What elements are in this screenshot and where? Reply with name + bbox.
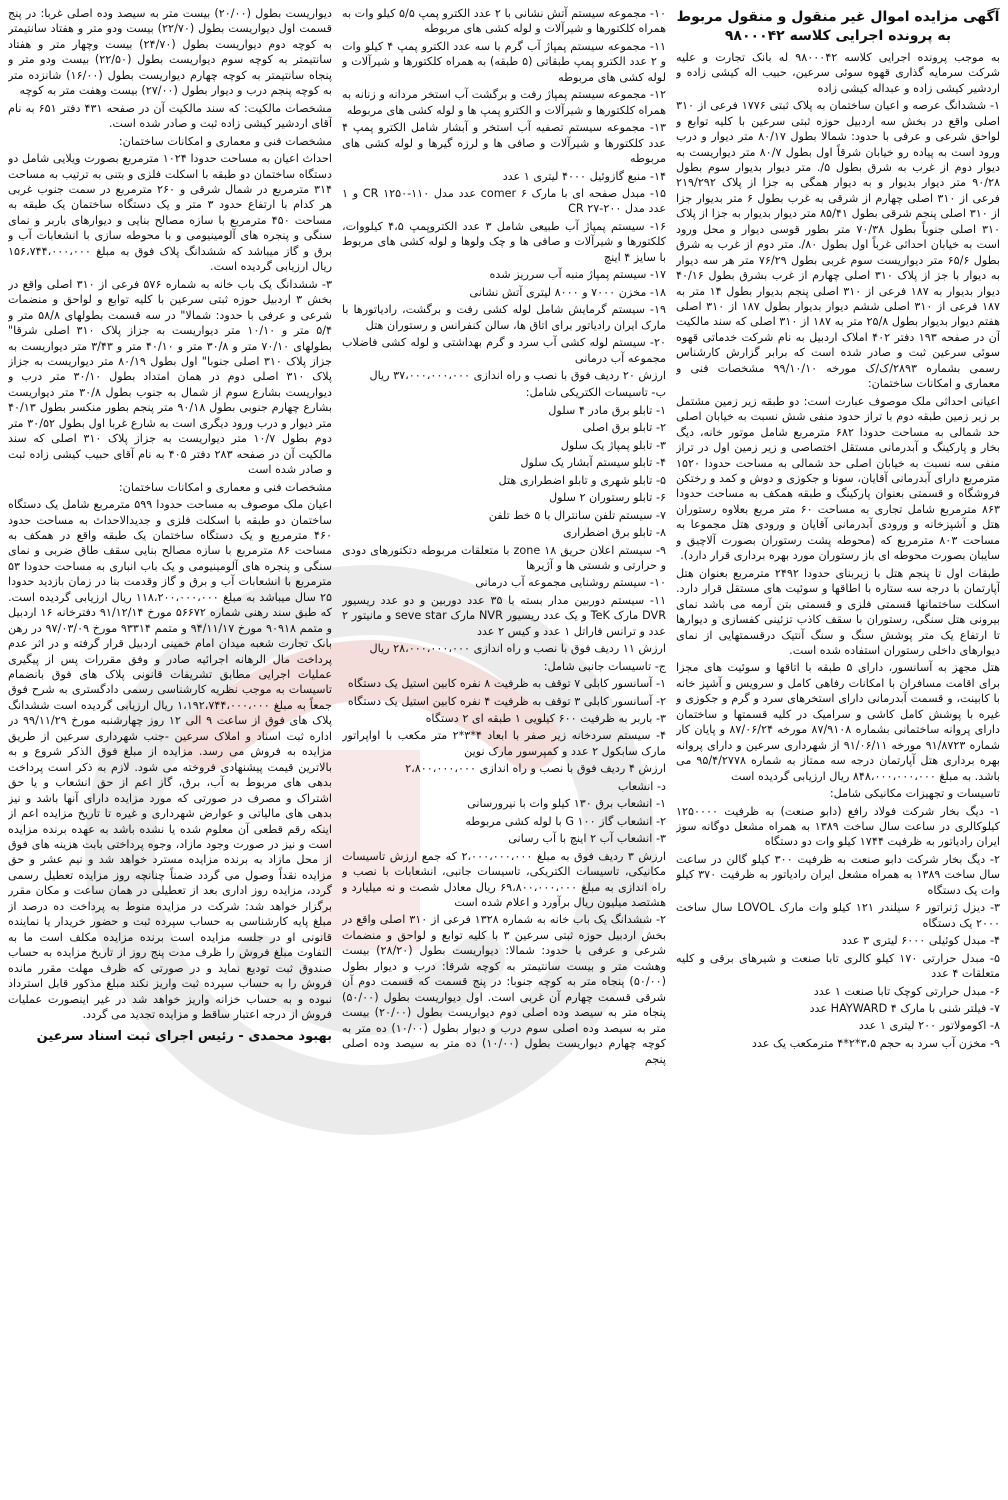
- list-item: ۴- مبدل کوئیلی ۶۰۰۰ لیتری ۳ عدد: [841, 934, 1000, 948]
- list-item: ۳- تابلو پمپاژ یک سلول: [560, 438, 666, 452]
- list-item: ۷- سیستم تلفن سانترال با ۵ خط تلفن: [488, 508, 666, 522]
- list-item: ۵- مبدل حرارتی ۱۷۰ کیلو کالری تابا صنعت و شیرهای برقی و کلیه متعلقات ۴ عدد: [676, 951, 1000, 981]
- paragraph: ۳- ششدانگ یک باب خانه به شماره ۵۷۶ فرعی از ۳۱۰ اصلی واقع در بخش ۳ اردبیل حوزه ثبتی سرعین با کلیه توابع و لواحق و منضمات شرعی و عرفی با حدود: شمالا" در سه قسمت بطولهای ۵۸/۸ متر و ۵/۴ متر و ۱۰/۱۰ متر دیواریست به جزاز پلاک ۳۱۰ اصلی شرقا" بطولهای ۷۰/۱۰ متر و ۳۰/۸ متر و ۴۰/۱۰ متر و ۳/۴۳ متر دیواریست به جزاز پلاک ۳۱۰ اصلی جنوبا" اول بطول ۸۰/۱۹ متر دیواریست به جزاز پلاک ۳۱۰ اصلی دوم در همان امتداد بطول ۳۰/۱۰ متر درب و دیواریست بشارع سوم از شمال به جنوب بطول ۳۰/۸ متر دیواریست بشارع چهارم جنوبی بطول ۹۰/۱۸ متر پنجم بطور منکسر بطول ۴۰/۱۳ متر دیوار و درب ورود دیگری است به شارع غربا اول بطول ۳۰/۵۲ متر دوم بطول ۱۰/۷ متر دیواریست به جزاز پلاک ۳۱۰ اصلی که سند مالکیت آن در صفحه ۲۸۳ دفتر ۴۰۵ به نام آقای حبیب کیشی زاده ثبت و صادر شده است: [8, 277, 332, 477]
- paragraph: هتل مجهز به آسانسور، دارای ۵ طبقه با اتاقها و سوئیت های مجزا برای اقامت مسافران با امکانات رفاهی کامل و سرویس و آشپز خانه با کابینت، و قسمت آبدرمانی دارای استخرهای سرد و گرم و جکوزی و غیره با پوشش کامل کاشی و سرامیک در کلیه قسمتها و ساختمان دارای پروانه ساختمانی بشماره ۸۷/۹۱۰۸ مورخه ۸۷/۰۶/۲۴ و پایان کار شماره ۹۱/۸۷۲۳ مورخه ۹۱/۰۶/۱۱ از شهرداری سرعین و دارای پروانه بهره برداری هتل آپارتمان درجه سه ممتاز به شماره ۹۵/۴/۲۷۷۸ می باشد. به مبلغ ۸۴۸،۰۰۰،۰۰۰،۰۰۰ ریال ارزیابی گردیده است: [676, 661, 1000, 783]
- newspaper-page: [8, 6, 1000, 1494]
- list-item: ۱۸- مخزن ۷۰۰۰ و ۸۰۰۰ لیتری آتش نشانی: [469, 285, 666, 299]
- auction-notice-title: آگهی مزایده اموال غیر منقول و منقول مربوط به پرونده اجرایی کلاسه ۹۸۰۰۰۴۲: [676, 9, 1000, 44]
- list-item: ۱۱- سیستم دوربین مدار بسته با ۳۵ عدد دوربین و دو عدد ریسیور DVR مارک TeK و یک عدد ریسیور NVR مارک seve star و مانیتور ۲ عدد و ترانس فاراتل ۱ عدد و کیس ۲ عدد: [342, 593, 666, 638]
- list-item: ۱۷- سیستم پمپاژ منبه آب سرریز شده: [489, 268, 666, 282]
- paragraph: دیواریست بطول (۲۰/۰۰) بیست متر به سیصد وده اصلی غربا: در پنج قسمت اول دیواریست بطول (۲۲/۷۰) بیست ودو متر و هفتاد سانتیمتر به کوچه دوم دیواریست بطول (۲۴/۷۰) بیست وچهار متر و هفتاد سانتیمتر به کوچه سوم دیواریست بطول (۲۲/۵۰) بیست ودو متر و پنجاه سانتیمتر به کوچه چهارم دیواریست بطول (۱۶/۰۰) شانزده متر به کوچه پنجم درب و دیوار بطول (۲۷/۰۰) بیست وهفت متر به کوچه: [8, 7, 332, 98]
- list-item: ۱۱- مجموعه سیستم پمپاژ آب گرم با سه عدد الکترو پمپ ۴ کیلو وات و ۲ عدد الکترو پمپ طبقاتی (۵ طبقه) به همراه کلکتورها و شیرآلات و لوله کشی های مربوطه: [342, 39, 666, 84]
- list-item: ۲- تابلو برق اصلی: [582, 421, 666, 435]
- list-item: ۱۶- سیستم پمپاژ آب طبیعی شامل ۳ عدد الکتروپمپ ۴،۵ کیلووات، کلکتورها و شیرآلات و صافی ها و چک ولوها و لوله کشی های مربوط با سایز ۴ اینچ: [342, 219, 666, 264]
- paragraph: ارزش ۳ ردیف فوق به مبلغ ۲،۰۰۰،۰۰۰،۰۰۰ که جمع ارزش تاسیسات مکانیکی، تاسیسات الکتریکی، تاسیسات جانبی، انشعابات با نصب و راه اندازی به مبلغ ۶۹،۸۰۰،۰۰۰،۰۰۰ ریال معادل شصت و نه میلیارد و هشتصد میلیون ریال برآورد و اعلام شده است: [342, 849, 666, 910]
- list-item: ۲- آسانسور کابلی ۳ توقف به ظرفیت ۴ نفره کابین استیل یک دستگاه: [347, 694, 666, 708]
- list-item: ۸- تابلو برق اضطراری: [562, 526, 666, 540]
- list-item: ۱- انشعاب برق ۱۳۰ کیلو وات با نیرورسانی: [467, 797, 666, 811]
- section-heading: د- انشعاب: [617, 779, 666, 793]
- list-item: ۶- مبدل حرارتی کوچک تابا صنعت ۱ عدد: [813, 984, 1000, 998]
- list-item: ۱۰- مجموعه سیستم آتش نشانی با ۲ عدد الکترو پمپ ۵/۵ کیلو وات به همراه کلکتورها و شیرآلات و لوله کشی های مربوطه: [342, 7, 666, 36]
- list-item: ۷- فیلتر شنی با مارک HAYWARD ۴ عدد: [809, 1001, 1000, 1015]
- list-item: ۱۲- مجموعه سیستم پمپاژ رفت و برگشت آب استخر مردانه و زنانه به همراه کلکتورها و شیرآلات و الکترو پمپ ها و لوله کشی های مربوطه: [342, 88, 666, 117]
- list-item: ۳- باربر به ظرفیت ۶۰۰ کیلویی ۱ طبقه ای ۲ دستگاه: [425, 712, 666, 726]
- list-item: ۱۴- منبع گازوئیل ۴۰۰۰ لیتری ۱ عدد: [502, 169, 666, 183]
- section-heading: مشخصات فنی و معماری و امکانات ساختمان:: [118, 480, 332, 494]
- paragraph: احداث اعیان به مساحت حدودا ۱۰۲۴ مترمربع بصورت ویلایی شامل دو دستگاه ساختمان دو طبقه با اسکلت فلزی و بتنی به ترتیب به مساحت ۳۱۴ مترمربع در شمال شرقی و ۲۶۰ مترمربع در سمت جنوب غربی هر کدام با ارتفاع حدود ۳ متر و یک دستگاه ساختمان یک طبقه به مساحت ۴۵۰ مترمربع با سازه مصالح بنایی و دیوارهای باربر و نمای سنگی و پنجره های آلومینیومی و با محوطه سازی با انشعابات آب و برق و گاز میباشد که ششدانگ پلاک فوق به مبلغ ۱۵۶،۷۴۴،۰۰۰،۰۰۰ ریال ارزیابی گردیده است.: [8, 152, 332, 274]
- section-heading: ج- تاسیسات جانبی شامل:: [543, 659, 666, 673]
- paragraph: ارزش ۱۱ ردیف فوق با نصب و راه اندازی ۲۸،۰۰۰،۰۰۰،۰۰۰ ریال: [369, 642, 666, 656]
- section-heading: مشخصات فنی و معماری و امکانات ساختمان:: [118, 134, 332, 148]
- list-item: ۵- تابلو شهری و تابلو اضطراری هتل: [498, 473, 666, 487]
- column-middle: [342, 6, 666, 1494]
- list-item: ۱۹- سیستم گرمایش شامل لوله کشی رفت و برگشت، رادیاتورها با مارک ایران رادیاتور برای اتاق ها، سالن کنفرانس و رستوران هتل: [342, 303, 666, 332]
- paragraph: تاسیسات و تجهیزات مکانیکی شامل:: [829, 787, 1000, 801]
- list-item: ۴- تابلو سیستم آبشار یک سلول: [520, 456, 666, 470]
- list-item: ۱۰- سیستم روشنایی مجموعه آب درمانی: [475, 576, 666, 590]
- list-item: ۴- سیستم سردخانه زیر صفر با ابعاد ۴*۳*۲ متر مکعب با اواپراتور مارک سابکول ۲ عدد و کمپرسور مارک نوین: [342, 729, 666, 758]
- signature: بهبود محمدی - رئیس اجرای ثبت اسناد سرعین: [36, 1029, 332, 1045]
- list-item: ۱- دیگ بخار شرکت فولاد رافع (دابو صنعت) به ظرفیت ۱۲۵۰۰۰۰ کیلوکالری در ساعت سال ساخت ۱۳۸۹ به همراه مشعل دوگانه سوز ایران رادیاتور به ظرفیت ۱۷۴۴ کیلو وات دو دستگاه: [676, 804, 1000, 849]
- paragraph: اعیانی احداثی ملک موصوف عبارت است: دو طبقه زیر زمین مشتمل بر زیر زمین طبقه دوم با تراز حدود منفی شش نسبت به خیابان اصلی حد شمالی به مساحت حدودا ۶۸۲ مترمربع شامل موتور خانه، دیگ بخار و پارکینگ و آبدرمانی مستقل اختصاصی و زیر زمین اول در تراز منفی سه نسبت به خیابان اصلی حد شمالی به مساحت حدودا ۱۵۲۰ مترمربع دارای آبدرمانی آقایان، سونا و جکوزی و دوش و کمد و رختکن فروشگاه و قسمتی بعنوان پارکینگ و طبقه همکف به مساحت حدودا ۸۶۳ مترمربع شامل تجاری به مساحت ۶۰ متر مربع بعلاوه رستوران هتل و آشپزخانه و ورودی آبدرمانی آقایان و ورودی هتل مجموعا به مساحت ۸۰۳ مترمربع که (محوطه پشت رستوران بصورت آلاچیق و سایبان بصورت محوطه ای باز رستوران مورد بهره برداری قرار دارد).: [676, 394, 1000, 563]
- paragraph: اعیان ملک موصوف به مساحت حدودا ۵۹۹ مترمربع شامل یک دستگاه ساختمان دو طبقه با اسکلت فلزی و جدیدالاحداث به مساحت حدود ۴۶۰ مترمربع و یک دستگاه ساختمان یک طبقه واقع در همکف به مساحت ۸۶ مترمربع با سازه مصالح بنایی سقف طاق ضربی و نمای سنگی و پنجره های آلومینیومی و یک باب انباری به مساحت حدودا ۵۳ مترمربع با انشعابات آب و برق و گاز وقدمت بنا در زمان بازدید حدودا ۲۵ سال میباشد به مبلغ ۱۱۸،۲۰۰،۰۰۰،۰۰۰ ریال ارزیابی گردیده است. که طبق سند رهنی شماره ۵۶۶۷۲ مورخ ۹۱/۱۲/۱۴ دفترخانه ۱۶ اردبیل و متمم ۹۰۹۱۸ مورخ ۹۴/۱۱/۱۷ و متمم ۹۳۳۱۴ مورخ ۹۷/۰۳/۰۹ در رهن بانک تجارت شعبه میدان امام خمینی اردبیل قرار گرفته و در اثر عدم پرداخت مال الرهانه اجرائیه صادر و وفق مقررات پس از پیگیری عملیات اجرایی مطابق تشریفات قانونی پلاک های فوق بانضمام تاسیسات به موجب نظریه کارشناسی رسمی دادگستری به شرح فوق جمعاً به مبلغ ۱،۱۹۲،۷۴۴،۰۰۰،۰۰۰ ریال ارزیابی گردیده است ششدانگ پلاک های فوق از ساعت ۹ الی ۱۲ روز چهارشنبه مورخ ۹۹/۱۱/۲۹ در اداره ثبت اسناد و املاک سرعین -جنب شهرداری سرعین از طریق مزایده به فروش می رسد. مزایده از مبلغ فوق الذکر شروع و به بالاترین قیمت پیشنهادی فروخته می شود. لازم به ذکر است پرداخت بدهی های مربوط به آب، برق، گاز اعم از حق انشعاب و یا حق اشتراک و مصرف در صورتی که مورد مزایده دارای آنها باشد و نیز بدهی های مالیاتی و عوارض شهرداری و غیره تا تاریخ مزایده اعم از اینکه رقم قطعی آن معلوم شده یا نشده باشد به عهده برنده مزایده است و نیز در صورت وجود مازاد، وجوه پرداختی بابت هزینه های فوق از محل مازاد به برنده مزایده مسترد خواهد شد و نیم عشر و حق مزایده نقداً وصول می گردد ضمناً چنانچه روز مزایده تعطیل رسمی گردد، مزایده روز اداری بعد از تعطیلی در همان ساعت و مکان مقرر برگزار خواهد شد: شرکت در مزایده منوط به پرداخت ده درصد از مبلغ پایه کارشناسی به حساب سپرده ثبت و حضور خریدار یا نماینده قانونی او در جلسه مزایده است برنده مزایده مکلف است ما به التفاوت مبلغ فروش را ظرف مدت پنج روز از تاریخ مزایده به حساب صندوق ثبت تودیع نماید و در صورتی که ظرف مهلت مقرر مانده فروش را به حساب سپرده ثبت واریز نکند مبلغ مذکور قابل استرداد نبوده و به حساب خزانه واریز خواهد شد در غیر اینصورت عملیات فروش از درجه اعتبار ساقط و مزایده تجدید می گردد.: [8, 498, 332, 1021]
- paragraph: به موجب پرونده اجرایی کلاسه ۹۸۰۰۰۴۲ له بانک تجارت و علیه شرکت سرمایه گذاری قهوه سوئی سرعین، حبیب اله کیشی زاده و اردشیر کیشی زاده و عبداله کیشی زاده: [676, 50, 1000, 95]
- section-heading: ب- تاسیسات الکتریکی شامل:: [525, 386, 666, 400]
- paragraph: طبقات اول تا پنجم هتل با زیربنای حدودا ۲۴۹۲ مترمربع بعنوان هتل آپارتمان با درجه سه ستاره با اطاقها و سوئیت های مستقل قرار دارد. اسکلت ساختمانها قسمتی فلزی و قسمتی بتن آرمه می باشد نمای بیرونی هتل سنگی، رستوران با سقف کاذب تزئینی کفسازی و دیوارها تا ارتفاع یک متر پوشش سنگ و سنگ آنتیک درقسمتهایی از نمای دیوارهای داخلی رستوران استفاده شده است.: [676, 566, 1000, 657]
- paragraph: ۱- ششدانگ عرصه و اعیان ساختمان به پلاک ثبتی ۱۷۷۶ فرعی از ۳۱۰ اصلی واقع در بخش سه اردبیل حوزه ثبتی سرعین با کلیه توابع و لواحق شرعی و عرفی با حدود: شمالا بطول ۸۰/۱۷ متر دیوار و درب ورود است به پیاده رو خیابان شرقاً اول بطول ۸۰/۷ متر دیواریست به دیوار دوم از غرب به شرق بطول ۵/. متر دیوار بدیوار سوم بطول ۹۰/۲۸ متر دیوار بدیوار و به دیوار همگی به جزا از پلاک ۲۱۹/۲۹۲ فرعی از ۳۱۰ اصلی چهارم از شرقی به غرب بطول ۶ متر بدیوار جزا از ۳۱۰ اصلی پنجم شرقی بطول ۸۵/۴۱ متر دیوار بدیوار به جزا از پلاک ۳۱۰ اصلی جنوباً بطول ۷۰/۳۸ متر بطور قوسی دیوار و محل ورود است به خیابان احداثی غرباً اول بطول ۸۰/. متر دوم از غرب به شرق بطول ۶۵/۶ متر دیواریست سوم غربی بطول ۷۶/۲۹ متر هر سه دیوار به دیوار با جز از پلاک ۳۱۰ اصلی چهارم از غرب بشرق بطول ۴۰/۱۶ دیوار بدیوار به ۱۸۷ فرعی از ۳۱۰ اصلی پنجم بدیوار بطول ۱۴ متر به ۱۸۷ فرعی از ۳۱۰ اصلی ششم دیوار بدیوار بطول ۱۸۷ از ۳۱۰ اصلی هفتم دیوار بدیوار بطول ۲۵/۸ متر به ۱۸۷ از ۳۱۰ اصلی که سند مالکیت آن در صفحه ۱۹۳ دفتر ۴۰۲ املاک اردبیل به نام شرکت خدماتی قهوه سوئی سرعین ثبت و صادر شده است که برابر گزارش کارشناس رسمی بشماره ۲۸۹۳/ک/ک مورخه ۹۹/۱۰/۱۰ مشخصات فنی و معماری و امکانات ساختمان:: [676, 99, 1000, 391]
- paragraph: ارزش ۴ ردیف فوق با نصب و راه اندازی ۲،۸۰۰،۰۰۰،۰۰۰: [405, 762, 666, 776]
- list-item: ۶- تابلو رستوران ۲ سلول: [548, 491, 666, 505]
- paragraph: مشخصات مالکیت: که سند مالکیت آن در صفحه ۴۳۱ دفتر ۶۵۱ به نام آقای اردشیر کیشی زاده ثبت و صادر شده است.: [8, 101, 332, 131]
- list-item: ۱- آسانسور کابلی ۷ توقف به ظرفیت ۸ نفره کابین استیل یک دستگاه: [347, 677, 666, 691]
- list-item: ۳- انشعاب آب ۲ اینچ با آب رسانی: [508, 832, 666, 846]
- list-item: ۲۰- سیستم لوله کشی آب سرد و گرم بهداشتی و لوله کشی فاضلاب مجموعه آب درمانی: [342, 336, 666, 365]
- list-item: ۱۳- مجموعه سیستم تصفیه آب استخر و آبشار شامل الکترو پمپ ۴ عدد کلکتورها و شیرآلات و صافی ها و لرزه گیرها و لوله کشی های مربوطه: [342, 121, 666, 166]
- list-item: ۹- سیستم اعلان حریق zone ۱۸ با متعلقات مربوطه دتکتورهای دودی و حرارتی و شستی ها و آژیرها: [342, 543, 666, 572]
- column-right: [676, 6, 1000, 1494]
- paragraph: ارزش ۲۰ ردیف فوق با نصب و راه اندازی ۳۷،۰۰۰،۰۰۰،۰۰۰ ریال: [369, 368, 666, 382]
- paragraph: ۲- ششدانگ یک باب خانه به شماره ۱۳۲۸ فرعی از ۳۱۰ اصلی واقع در بخش اردبیل حوزه ثبتی سرعین ۳ با کلیه توابع و لواحق و منضمات شرعی و عرفی با حدود: شمالا: دیواریست بطول (۲۸/۲۰) بیست وهشت متر و بیست سانتیمتر به کوچه شرقا: درب و دیوار بطول (۵۰/۰۰) پنجاه متر به کوچه جنوبا: در پنج قسمت که قسمت دوم آن شرقی قسمت چهارم آن غربی است. اول دیواریست بطول (۵۰/۰۰) پنجاه متر به سیصد وده اصلی دوم دیواریست بطول (۲۰/۰۰) بیست متر به سیصد وده اصلی سوم درب و دیوار بطول (۱۰/۰۰) ده متر به کوچه چهارم دیواریست بطول (۱۰/۰۰) ده متر به سیصد وده اصلی پنجم: [342, 913, 666, 1066]
- list-item: ۱- تابلو برق مادر ۴ سلول: [548, 403, 666, 417]
- list-item: ۳- دیزل ژنراتور ۶ سیلندر ۱۲۱ کیلو وات مارک LOVOL سال ساخت ۲۰۰۰ یک دستگاه: [676, 901, 1000, 930]
- list-item: ۱۵- مبدل صفحه ای با مارک comer ۶ عدد مدل ۱۱۰-۱۲۵۰ CR و ۱ عدد مدل ۲۰۰-۲۷ CR: [342, 186, 666, 216]
- list-item: ۹- مخزن آب سرد به حجم ۳،۵*۲*۴ مترمکعب یک عدد: [751, 1036, 1000, 1050]
- column-left: [8, 6, 332, 1494]
- list-item: ۲- دیگ بخار شرکت دابو صنعت به ظرفیت ۳۰۰ کیلو گالن در ساعت سال ساخت ۱۳۸۹ به همراه مشعل ایران رادیاتور به ظرفیت ۳۷۰ کیلو وات یک دستگاه: [676, 852, 1000, 897]
- list-item: ۸- اکومولاتور ۲۰۰ لیتری ۱ عدد: [858, 1019, 1000, 1033]
- list-item: ۲- انشعاب گاز G ۱۰۰ با لوله کشی مربوطه: [465, 814, 666, 828]
